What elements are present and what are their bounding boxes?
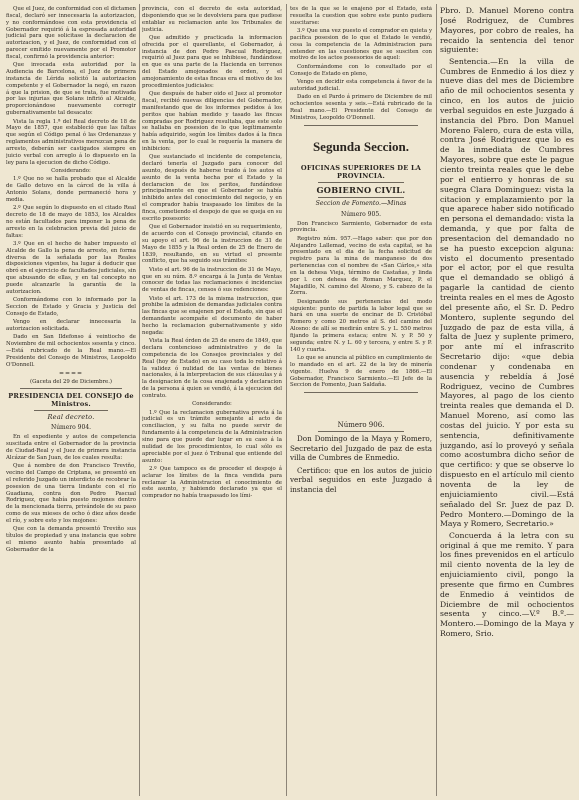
paragraph: Que invocada esta autoridad por la Audiencia de Barcelona, el Juez de primera instancia de Lérida solicitó la autorizacion competente y el Gobernador la negó, en razon á que la prision, de que se trata, fue motivada por las injurias que Solans infirió al Alcalde, proporcionándose nuevamente corregir gubernativamente tal desacato:	[6, 62, 136, 117]
paragraph: 3.º Que una vez puesto el comprador en quieta y pacífica posesion de lo que el Estado le vendió, cesa la competencia de la Administracion para entender en las cuestiones que se susciten con motivo de los actos posesorios de aquel:	[290, 28, 432, 62]
divider-rule	[34, 410, 108, 411]
paragraph: Visto el art. 173 de la misma instruccion, que prohibe la admision de demandas judiciales contra las fincas que se enajenen por el Estado, sin que el demandante acompañe el documento de haber hecho la reclamacion gubernativamente y sido negada:	[142, 295, 282, 336]
paragraph: 3.º Que en el hecho de haber impuesto el Alcalde de Gallo la pena de arresto, en forma diversa de la señalada por las Reales disposiciones vigentes, ha lugar á deducir que obró en el ejercicio de facultades judiciales, sin que abusando de ellas, y en tal concepto no puede alcanzarle la garantía de la autorizacion.	[6, 240, 136, 295]
divider-rule	[318, 431, 404, 432]
paragraph: Vista la Real órden de 25 de enero de 1849, que declara contencioso administrativo y de la competencia de los Consejos provinciales y del Real (hoy de Estado) en su caso toda lo relativo á la validez ó nulidad de las ventas de bienes nacionales, á la interpretacion de sus cláusulas y á la designacion de la cosa enajenada y declaracion de la persona á quien se vendió, á la ejecucion del contrato.	[142, 338, 282, 399]
column-rule	[286, 4, 287, 796]
paragraph: Vengo en declarar innecesaria la autorizacion solicitada.	[6, 319, 136, 332]
paragraph: Que con la demanda presentó Treviño sus títulos de propiedad y una instancia que sobre el mismo asunto había presentado al Gobernador de la	[6, 526, 136, 553]
section-heading: Segunda Seccion.	[312, 138, 410, 154]
paragraph: Designando sus pertenencias del modo siguiente: punto de partida la labor legal que se hará en una suerte de encinar de D. Cristóbal Romero y como 20 metros al S. del camino del Alosno: de allí se medirán entre S. y L. 550 metros fijando la primera estaca; entre N. y P. 50 y segunda; entre N. y L. 60 y tercera, y entre S. y P. 140 y cuarta.	[290, 298, 432, 353]
seccion-fomento-label: Seccion de Fomento.—Minas	[315, 199, 407, 207]
paragraph: Que el Juez, de conformidad con el dictamen fiscal, declaró ser innecesaria la autorizacion, y no conformándose con esta providencia el Gobernador requirió á la espresada autoridad judicial para que solicitase la declaracion de autorizacion, y el Juez, de conformidad con el parecer emitido nuevamente por el Promotor fiscal, confirmó la providencia anterior:	[6, 6, 136, 60]
paragraph: 1.º Que la reclamacion gubernativa previa á la judicial es un trámite semejante al acto de conciliacion, y su falta no puede servir de fundamento á la competencia de la Administracion sino para que puede dar lugar en su caso á la nulidad de los procedimientos, lo cual sólo es apreciable por el juez ó Tribunal que entiende del asunto:	[142, 409, 282, 464]
oficinas-heading: OFICINAS SUPERIORES DE LA PROVINCIA.	[300, 163, 422, 180]
gobierno-civil-heading: GOBIERNO CIVIL.	[316, 184, 406, 195]
paragraph: Lo que se anuncia al público en cumplimiento de lo mandado en el art. 22 de la ley de minería vigente. Huelva 9 de enero de 1866.—El Gobernador, Francisco Sarmiento.—El Jefe de la Seccion de Fomento, Juan Saldaña.	[290, 355, 432, 389]
column-1	[6, 6, 136, 796]
divider-rule	[20, 388, 122, 389]
paragraph: Que el Gobernador insistió en su requerimiento, de acuerdo con el Consejo provincial, citando en su apoyo el art. 96 de la instruccion de 31 de Mayo de 1855 y la Real orden de 25 de Enero de 1839, resultando, en su virtud el presente conflicto, que ha seguido sus trámites:	[142, 224, 282, 265]
paragraph: Que sustanciado el incidente de competencia, declaró tenerla el Juzgado para conocer del asunto, después de haberse traido á los autos el asunto de la venta hecha por el Estado y la declaracion de los peritos, fundándose principalmente en que el Gobernador se había inhibido antes del conocimiento del negocio, y en el comprador había traspasado los límites de la finca, cometiendo el despojo de que se queja en su escrito posesorio:	[142, 154, 282, 222]
column-rule	[139, 4, 140, 796]
paragraph: Conformándome con lo consultado por el Consejo de Estado en pleno,	[290, 63, 432, 77]
paragraph: Concuerda á la letra con su original á que me remito. Y para los fines prevenidos en el artículo mil ciento noventa de la ley de enjuiciamiento civil, pongo la presente que firmo en Cumbres de Enmedio á veintidos de Diciembre de mil ochocientos sesenta y cinco.—V.º B.º.—Montero.—Domingo de la Maya y Romero, Srio.	[440, 530, 574, 639]
divider: ====	[58, 369, 84, 377]
document-number: Número 904.	[50, 424, 92, 432]
gaceta-date: (Gaceta del 29 de Diciembre.)	[29, 378, 113, 385]
considerando-heading: Considerando:	[51, 167, 91, 174]
paragraph: Sentencia.—En la villa de Cumbres de Enmedio á los diez y nueve dias del mes de Diciembre año de mil ochocientos sesenta y cinco, en los autos de juicio verbal seguidos en este Juzgado á instancia del Pbro. Don Manuel Moreno Falero, cura de esta villa, contra José Rodriguez que lo es de la inmediata de Cumbres Mayores, sobre que este le pague ciento treinta reales que le debe por el entierro y honras de su suegra Clara Dominguez: vista la citacion y emplazamiento por la que aparece haber sido notificado en persona el demandado: vista la demanda, y que por falta de presentacion del demandado no se ha puesto excepcion alguna: visto el documento presentado por el actor, por el que resulta que el demandado se obligó á pagarle la cantidad de ciento treinta reales en el mes de Agosto del presente año, el Sr. D. Pedro Montero, suplente segundo del Juzgado de paz de esta villa, á falta de Juez y suplente primero, por ante mí el infrascrito Secretario dijo: «que debia condenar y condenaba en ausencia y rebeldía á José Rodriguez, vecino de Cumbres Mayores, al pago de los ciento treinta reales que demanda el D. Manuel Moreno, así como las costas del juicio. Y por esta su sentencia, definitivamente juzgando, así lo proveyó y señala como acostumbra dicho señor de que certifico: y que se observe lo dispuesto en el artículo mil ciento noventa de la ley de enjuiciamiento civil.—Está señalado del Sr. Juez de paz D. Pedro Montero.—Domingo de la Maya y Romero, Secretario.»	[440, 56, 574, 529]
paragraph: tes de la que se le enajenó por el Estado, está resuelta la cuestion que sobre este punto pudiera suscitarse:	[290, 6, 432, 26]
paragraph: 1.º Que no se halla probado que el Alcalde de Gallo detuvo en la cárcel de la villa á Antonio Solans, donde permaneció hora y media.	[6, 176, 136, 203]
paragraph: 2.º Que tampoco es de proceder el despojo á aclarar los límites de la finca vendida para reclamar la Administracion el conocimiento de este asunto, y habiendo declarado ya que el comprador no había traspasado los lími-	[142, 465, 282, 500]
paragraph: Registro núm. 957.—Hago saber: que por don Alejandro Lallemad, vecino de esta capital, se ha presentado en el dia de la fecha solicitud de registro para la mina de manganeso de dos pertenencias con el nombre de «San Cárlos,» sita en la dehesa Vieja, término de Castañas, y linda por l. con dehesa de Roman Marquez, P. el Majadillo, N. camino del Alosno, y S. cabezo de la Zorra.	[290, 235, 432, 297]
paragraph: Don Francisco Sarmiento, Gobernador de esta provincia.	[290, 220, 432, 234]
column-2	[142, 6, 282, 796]
paragraph: Dado en San Ildefonso á veintiocho de Noviembre de mil ochocientos sesenta y cinco.—Está rubricado de la Real mano.—El Presidente del Consejo de Ministros, Leopoldo O'Donnell.	[6, 334, 136, 368]
paragraph: Pbro. D. Manuel Moreno contra José Rodriguez, de Cumbres Mayores, por cobro de reales, ha recaido la sentencia del tenor siguiente:	[440, 6, 574, 55]
paragraph: En el expediente y autos de competencia suscitada entre el Gobernador de la provincia de Ciudad-Real y el Juez de primera instancia Alcázar de San Juan, de los cuales resulta:	[6, 434, 136, 461]
document-number: Número 906.	[337, 421, 385, 430]
document-number: Número 905.	[340, 210, 382, 218]
column-4	[440, 6, 574, 796]
paragraph: 2.º Que según lo dispuesto en el citado Real decreto de 18 de mayo de 1853, los Alcaldes no están facultados para imponer la pena de arresto en la celebracion previa del juicio de faltas:	[6, 205, 136, 239]
column-3	[290, 6, 432, 796]
paragraph: provincia, con el decreto de esta autoridad, disponiendo que se le devolviera para que pudiese entablar su reclamacion ante los Tribunales de justicia.	[142, 6, 282, 33]
real-decreto-heading: Real decreto.	[47, 413, 95, 422]
paragraph: Conformándome con lo informado por la Seccion de Estado y Gracia y Justicia del Consejo de Estado,	[6, 297, 136, 317]
column-rule	[436, 4, 437, 796]
divider-rule	[304, 392, 418, 393]
paragraph: Don Domingo de la Maya y Romero, Secretario del Juzgado de paz de esta villa de Cumbres de Enmedio.	[290, 434, 432, 462]
paragraph: Que después de haber oido el Juez al promotor fiscal, recibió nuevas diligencias del Gobernador, manifestando que de los informes pedidos á los peritos que habían medido y tasado las fincas compradas por Rodriguez resultaba, que este solo se hallaba en posesion de lo que legítimamente había adquirido, según los límites dados á la finca en la venta, por lo cual le requería la manera de inhibicion:	[142, 91, 282, 152]
paragraph: Que á nombre de don Francisco Treviño, vecino del Campo de Criptana, se presentó en el referido Juzgado un interdicto de recobrar la posesion de una tierra lindante con el río Guadiana, contra don Pedro Pascual Rodriguez, que había puesto mojones dentro de la mencionada tierra, privándole de su paso como de sus mieses de ocho ó diez años desde el río, y sobre esto y los mojones:	[6, 463, 136, 524]
divider-rule	[304, 125, 418, 126]
paragraph: Certifico: que en los autos de juicio verbal seguidos en este Juzgado á instancia del	[290, 466, 432, 494]
paragraph: Dado en el Pardo á primero de Diciembre de mil ochocientos sesenta y seis.—Está rubricado de la Real mano.—El Presidente del Consejo de Ministros, Leopoldo O'Donnell.	[290, 94, 432, 121]
paragraph: Vengo en decidir esta competencia á favor de la autoridad judicial.	[290, 78, 432, 92]
considerando-heading: Considerando:	[192, 401, 232, 408]
paragraph: Visto el art. 96 de la instruccion de 31 de Mayo, que en su núm. 8.º encarga á la Junta de Ventas conocer de todas las reclamaciones é incidencias de ventas de fincas, censos ó sus redenciones:	[142, 266, 282, 294]
paragraph: Que admitido y practicada la informacion ofrecida por el querellante, el Gobernador, á instancia de don Pedro Pascual Rodriguez, requirió al Juez para que se inhibiese, fundándose en que es una parte de la Hacienda en terrenos del Estado amojonados de orden, y el amojonamiento de estas fincas era el motivo de los procedimientos judiciales:	[142, 34, 282, 89]
presidencia-heading: PRESIDENCIA DEL CONSEJO de Ministros.	[8, 392, 134, 409]
paragraph: Vista la regla 1.ª del Real decreto de 18 de Mayo de 1857, que estableció que las faltas que según el Código penal ó las Ordenanzas y reglamentos administrativos merezcan pena de arresto, deberán ser castigados siempre en juicio verbal con arreglo á lo dispuesto en la ley para la ejecucion de dicho Código.	[6, 118, 136, 166]
divider-rule	[318, 197, 404, 198]
divider-rule	[318, 182, 404, 183]
